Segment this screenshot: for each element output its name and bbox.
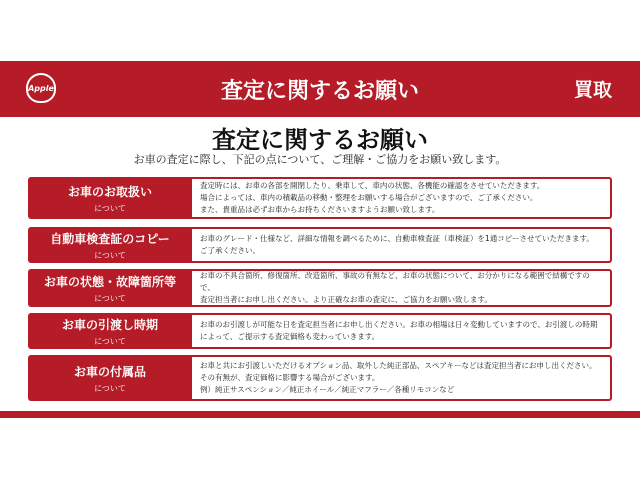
- row-label-sub: について: [94, 250, 126, 260]
- description-line: お車のグレード・仕様など、詳細な情報を調べるために、自動車検査証（車検証）を1通コピーさせていただきます。: [200, 234, 594, 243]
- row-description: [192, 269, 612, 307]
- footer-bar: [0, 411, 640, 418]
- page-title: 査定に関するお願い: [212, 126, 428, 154]
- row-label: [28, 355, 192, 401]
- header-banner: [0, 61, 640, 117]
- description-line: また、貴重品は必ずお車からお持ちくださいますようお願い致します。: [200, 205, 440, 214]
- info-row: [28, 313, 612, 349]
- row-description: [192, 177, 612, 219]
- description-line: 例）純正サスペンション／純正ホイール／純正マフラー／各種リモコンなど: [200, 385, 455, 394]
- info-row: [28, 269, 612, 307]
- row-label-title: 自動車検査証のコピー: [50, 231, 170, 246]
- row-label: [28, 177, 192, 219]
- row-description: [192, 355, 612, 401]
- info-row: [28, 177, 612, 219]
- row-label: [28, 227, 192, 263]
- header-tag: 買取: [573, 79, 612, 101]
- row-label-sub: について: [94, 336, 126, 346]
- description-line: 査定時には、お車の各部を開閉したり、乗車して、車内の状態、各機能の確認をさせていただきます。: [200, 181, 545, 190]
- row-description: [192, 313, 612, 349]
- description-line: 査定担当者にお申し出ください。より正確なお車の査定に、ご協力をお願い致します。: [200, 295, 492, 304]
- row-label-sub: について: [94, 293, 126, 303]
- description-line: 場合によっては、車内の積載品の移動・整理をお願いする場合がございますので、ご了承ください。: [200, 193, 538, 202]
- description-line: その有無が、査定価格に影響する場合がございます。: [200, 373, 380, 382]
- description-line: によって、ご提示する査定価格も変わっていきます。: [200, 332, 380, 341]
- description-line: お車の不具合箇所、修復箇所、改造箇所、事故の有無など、お車の状態について、お分かりになる範囲で結構ですので、: [200, 271, 590, 292]
- row-label: [28, 313, 192, 349]
- row-label-sub: について: [94, 203, 126, 213]
- info-row: [28, 355, 612, 401]
- page-subtitle: お車の査定に際し、下記の点について、ご理解・ご協力をお願い致します。: [133, 153, 507, 166]
- description-line: お車のお引渡しが可能な日を査定担当者にお申し出ください。お車の相場は日々変動していますので、お引渡しの時期: [200, 320, 598, 329]
- row-label-title: お車の状態・故障箇所等: [43, 274, 176, 289]
- apple-logo: Apple: [26, 73, 56, 103]
- description-line: ご了承ください。: [200, 246, 260, 255]
- header-title: 査定に関するお願い: [220, 79, 419, 104]
- row-description: [192, 227, 612, 263]
- row-label-title: お車の引渡し時期: [61, 317, 158, 332]
- row-label: [28, 269, 192, 307]
- row-label-sub: について: [94, 383, 126, 393]
- row-label-title: お車の付属品: [73, 364, 146, 379]
- info-row: [28, 227, 612, 263]
- row-label-title: お車のお取扱い: [67, 184, 152, 199]
- description-line: お車と共にお引渡しいただけるオプション品、取外した純正部品、スペアキーなどは査定担当者にお申し出ください。: [200, 361, 597, 370]
